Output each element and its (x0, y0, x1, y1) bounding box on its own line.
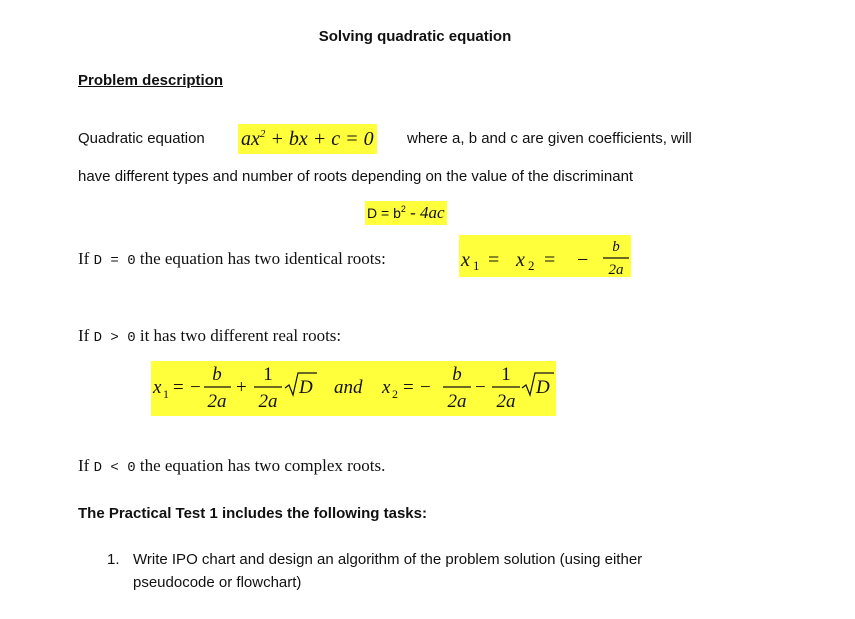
root-x1-subscript: 1 (163, 387, 169, 401)
root-x2: x (516, 249, 525, 271)
problem-heading: Problem description (78, 72, 224, 89)
case-equal-var: D (93, 253, 102, 269)
case-positive-prefix: If (78, 326, 94, 345)
sqrt-d-2: D (536, 377, 550, 398)
equation-lhs: ax (241, 128, 260, 150)
identical-roots-formula (459, 235, 631, 277)
minus-sign-3: − (475, 377, 486, 398)
case-positive-text (78, 326, 341, 346)
minus-sign: − (577, 249, 589, 271)
equation-rest: + bx + c = 0 (265, 128, 374, 150)
plus-sign: + (236, 377, 247, 398)
fraction-b-numerator-2: b (452, 364, 462, 385)
fraction-denominator: 2a (608, 262, 624, 277)
fraction-one-numerator-1: 1 (263, 364, 273, 385)
fraction-numerator: b (612, 239, 620, 255)
task-text-line-1: Write IPO chart and design an algorithm of the problem solution (using either (133, 551, 643, 568)
minus-sign-2: − (420, 377, 431, 398)
case-equal-desc: the equation has two identical roots: (135, 249, 386, 268)
discriminant-formula (365, 201, 447, 225)
fraction-one-denominator-1: 2a (258, 391, 278, 412)
equation-exponent: 2 (259, 128, 266, 140)
intro-text-start: Quadratic equation (78, 130, 205, 147)
task-text-line-2: pseudocode or flowchart) (133, 574, 302, 591)
root-x1-subscript: 1 (473, 258, 480, 273)
root-x1: x (461, 249, 470, 271)
case-equal-text (78, 249, 386, 269)
root-x2-subscript: 2 (528, 258, 535, 273)
discriminant-lhs: D = b (367, 205, 401, 221)
case-equal-zero: 0 (127, 253, 136, 269)
sqrt-d-1: D (299, 377, 313, 398)
case-negative-text (78, 456, 385, 476)
intro-line-2: have different types and number of roots depending on the value of the discriminant (78, 168, 634, 185)
case-negative-desc: the equation has two complex roots. (135, 456, 386, 475)
case-negative-op: < (101, 460, 128, 476)
fraction-b-numerator-1: b (212, 364, 222, 385)
quadratic-equation (238, 124, 377, 154)
case-positive-desc: it has two different real roots: (135, 326, 342, 345)
fraction-one-numerator-2: 1 (501, 364, 511, 385)
intro-text-end: where a, b and c are given coefficients, will (407, 130, 692, 147)
fraction-one-denominator-2: 2a (496, 391, 516, 412)
equals-sign-2: = (544, 249, 556, 271)
equals-sign-1: = (173, 377, 184, 398)
root-x2: x (382, 377, 391, 398)
case-positive-var: D (93, 330, 102, 346)
page-title: Solving quadratic equation (318, 28, 512, 45)
case-equal-prefix: If (78, 249, 94, 268)
task-number: 1. (107, 551, 120, 568)
root-x2-subscript: 2 (392, 387, 398, 401)
and-word: and (334, 377, 363, 398)
root-x1: x (153, 377, 162, 398)
case-positive-zero: 0 (127, 330, 136, 346)
tasks-heading: The Practical Test 1 includes the following tasks: (78, 505, 427, 522)
minus-sign-1: − (190, 377, 201, 398)
discriminant-rhs: - 4ac (405, 203, 445, 222)
fraction-b-denominator-2: 2a (447, 391, 467, 412)
case-equal-op: = (101, 253, 128, 269)
equals-sign-1: = (488, 249, 500, 271)
discriminant-exponent: 2 (400, 204, 406, 214)
real-roots-formula (151, 361, 556, 416)
case-positive-op: > (101, 330, 128, 346)
case-negative-var: D (93, 460, 102, 476)
case-negative-zero: 0 (127, 460, 136, 476)
equals-sign-2: = (403, 377, 414, 398)
case-negative-prefix: If (78, 456, 94, 475)
fraction-b-denominator-1: 2a (207, 391, 227, 412)
